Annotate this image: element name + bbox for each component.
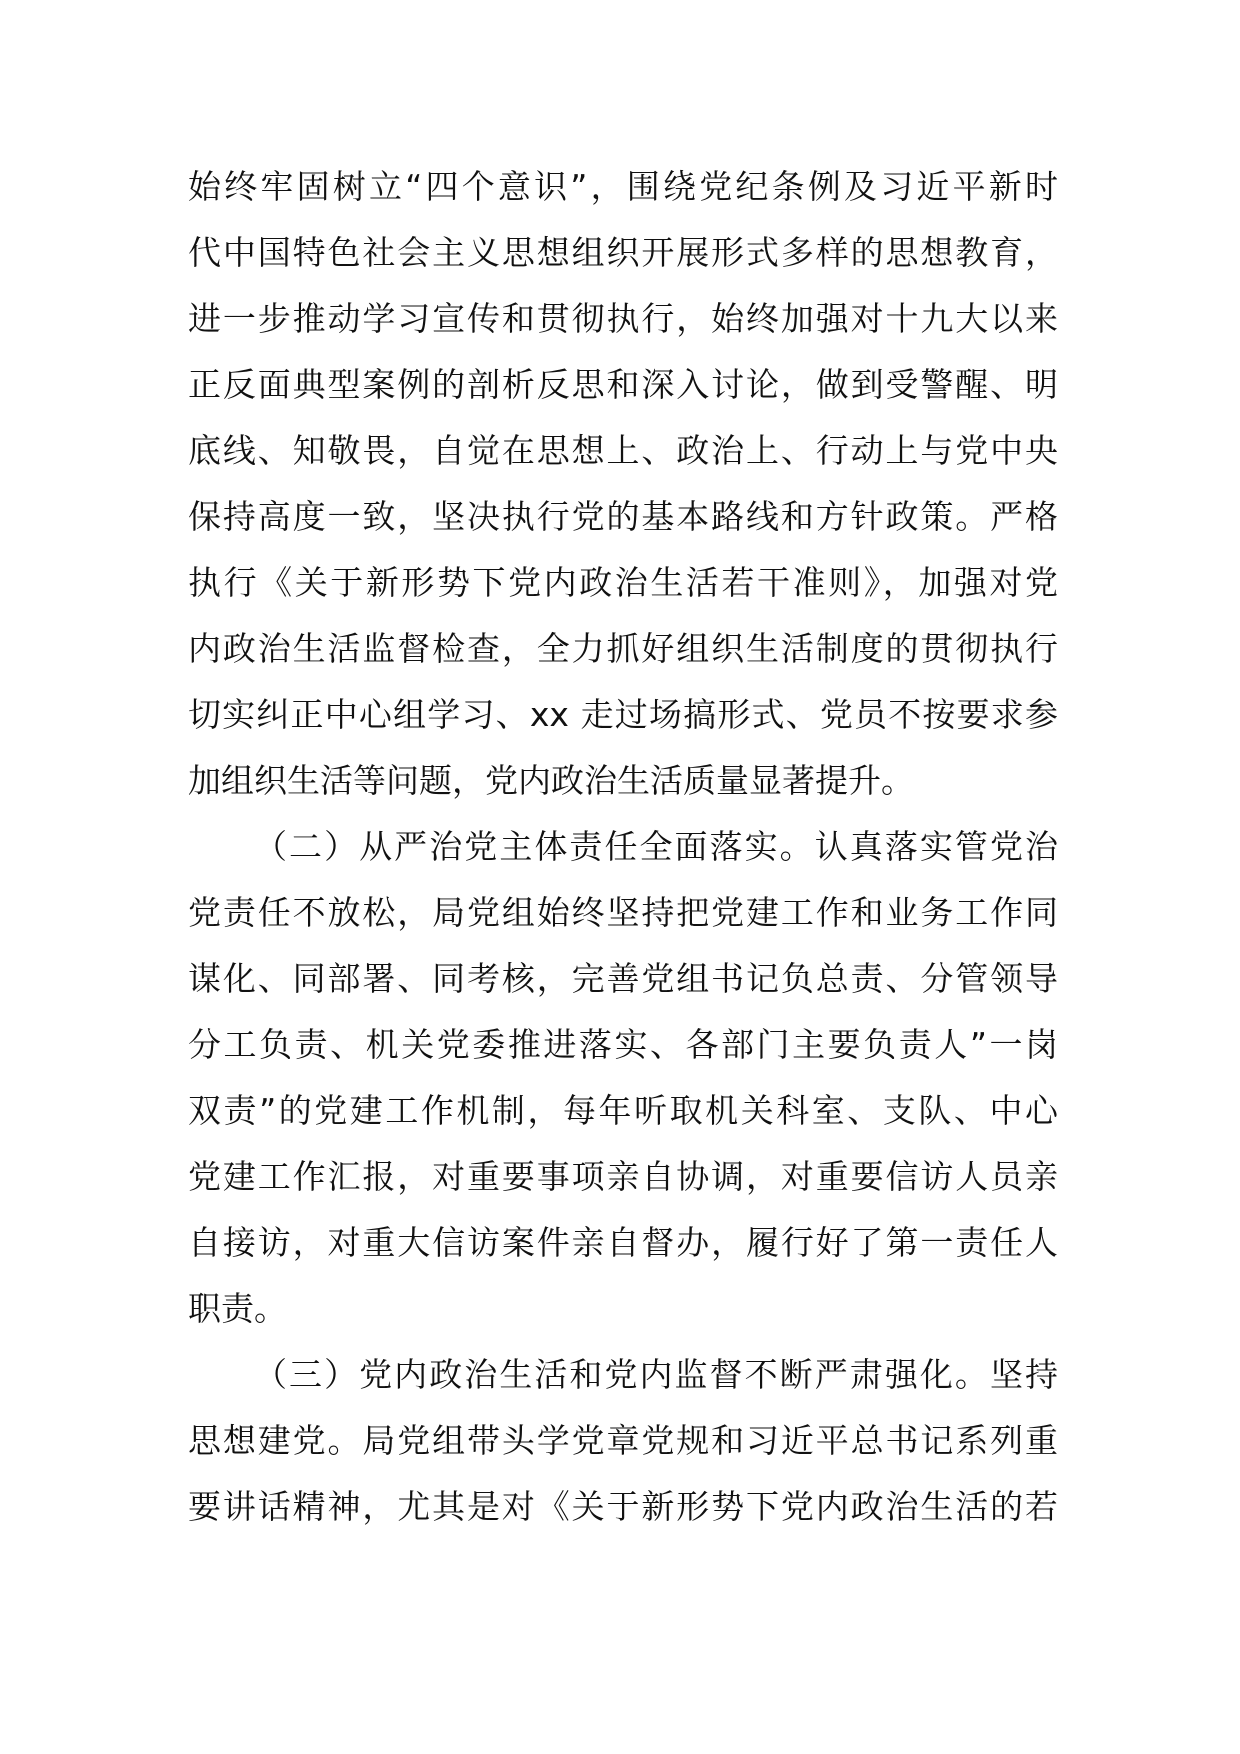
text-line: 始终牢固树立“四个意识”，围绕党纪条例及习近平新时 <box>188 167 1058 206</box>
document-body <box>188 154 1058 1540</box>
text-line: 自接访，对重大信访案件亲自督办，履行好了第一责任人 <box>188 1223 1058 1262</box>
text-line: 底线、知敬畏，自觉在思想上、政治上、行动上与党中央 <box>188 431 1058 470</box>
text-line: 保持高度一致，坚决执行党的基本路线和方针政策。严格 <box>188 497 1058 536</box>
text-line: 思想建党。局党组带头学党章党规和习近平总书记系列重 <box>188 1421 1058 1460</box>
paragraph-1 <box>188 154 1058 814</box>
text-line: 要讲话精神，尤其是对《关于新形势下党内政治生活的若 <box>188 1487 1058 1526</box>
text-line: 职责。 <box>188 1289 287 1328</box>
paragraph-2 <box>188 814 1058 1342</box>
text-line: 谋化、同部署、同考核，完善党组书记负总责、分管领导 <box>188 959 1058 998</box>
text-line: 党建工作汇报，对重要事项亲自协调，对重要信访人员亲 <box>188 1157 1058 1196</box>
text-line: 加组织生活等问题，党内政治生活质量显著提升。 <box>188 761 914 800</box>
text-line: 代中国特色社会主义思想组织开展形式多样的思想教育， <box>188 233 1058 272</box>
paragraph-3 <box>188 1342 1058 1540</box>
text-line: 切实纠正中心组学习、xx 走过场搞形式、党员不按要求参 <box>188 695 1058 734</box>
text-line: 分工负责、机关党委推进落实、各部门主要负责人”一岗 <box>188 1025 1058 1064</box>
text-line: 内政治生活监督检查，全力抓好组织生活制度的贯彻执行 <box>188 629 1058 668</box>
text-line-indented: （三）党内政治生活和党内监督不断严肃强化。坚持 <box>254 1355 1058 1394</box>
text-line: 党责任不放松，局党组始终坚持把党建工作和业务工作同 <box>188 893 1058 932</box>
text-line: 执行《关于新形势下党内政治生活若干准则》，加强对党 <box>188 563 1058 602</box>
text-line: 双责”的党建工作机制，每年听取机关科室、支队、中心 <box>188 1091 1058 1130</box>
text-line: 进一步推动学习宣传和贯彻执行，始终加强对十九大以来 <box>188 299 1058 338</box>
text-line-indented: （二）从严治党主体责任全面落实。认真落实管党治 <box>254 827 1058 866</box>
text-line: 正反面典型案例的剖析反思和深入讨论，做到受警醒、明 <box>188 365 1058 404</box>
